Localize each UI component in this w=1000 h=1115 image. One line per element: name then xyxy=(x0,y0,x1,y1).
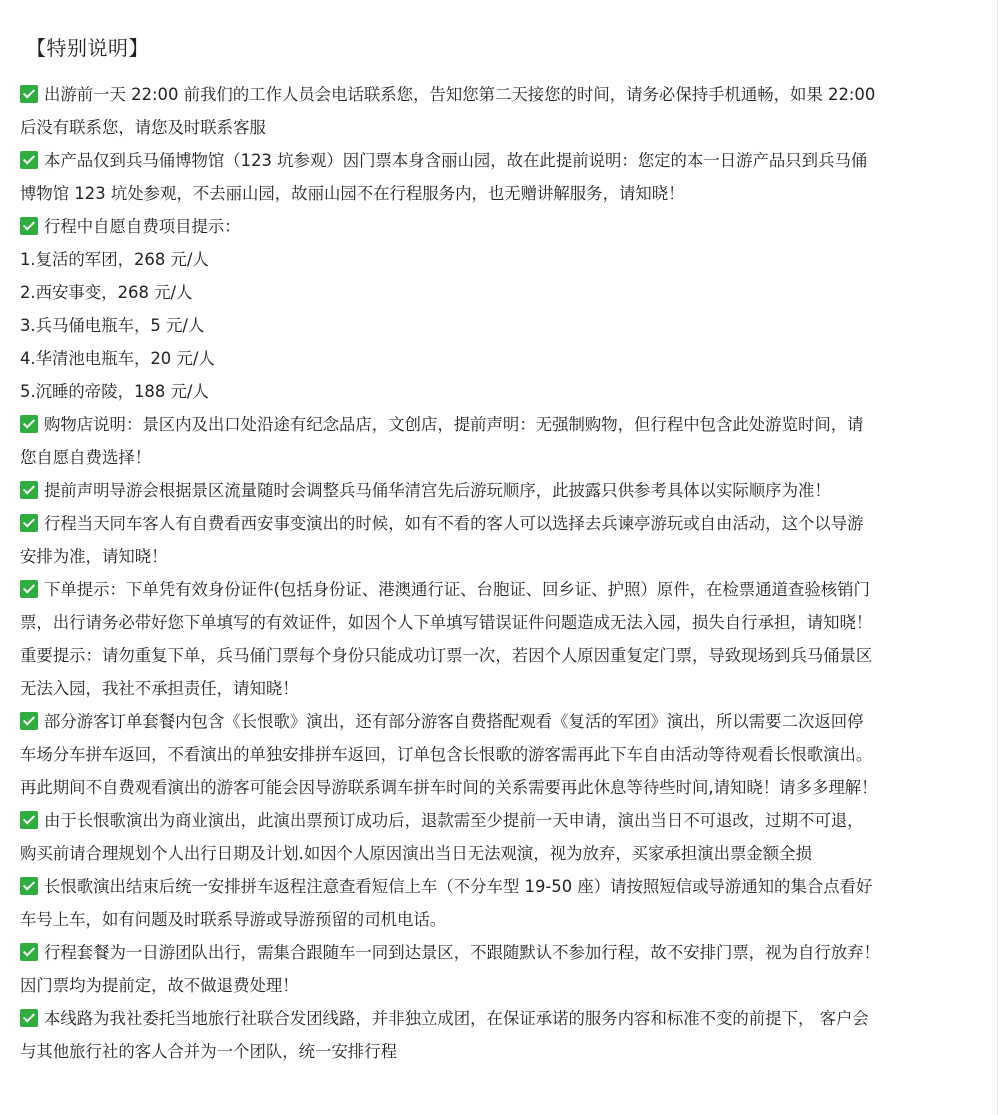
notice-line-text: 长恨歌演出结束后统一安排拼车返程注意查看短信上车（不分车型 19-50 座）请按照短信或导游通知的集合点看好 xyxy=(44,877,873,896)
notice-line xyxy=(20,375,974,408)
notice-line-text: 5.沉睡的帝陵，188 元/人 xyxy=(20,382,209,401)
check-mark-icon xyxy=(20,415,38,433)
notice-line xyxy=(20,903,974,936)
section-heading: 【特别说明】 xyxy=(26,36,149,60)
notice-line-text: 您自愿自费选择！ xyxy=(20,448,152,467)
notice-line xyxy=(20,804,974,837)
notice-line-text: 本线路为我社委托当地旅行社联合发团线路，并非独立成团，在保证承诺的服务内容和标准不变的前提下， 客户会 xyxy=(44,1009,869,1028)
notice-line xyxy=(20,309,974,342)
notice-line xyxy=(20,870,974,903)
notice-line xyxy=(20,78,974,111)
check-mark-icon xyxy=(20,85,38,103)
notice-line-text: 后没有联系您，请您及时联系客服 xyxy=(20,118,266,137)
notice-line xyxy=(20,276,974,309)
check-mark-icon xyxy=(20,580,38,598)
notice-line-text: 3.兵马俑电瓶车，5 元/人 xyxy=(20,316,205,335)
notice-line xyxy=(20,441,974,474)
notice-line xyxy=(20,507,974,540)
notice-line xyxy=(20,210,974,243)
notice-line-text: 车号上车，如有问题及时联系导游或导游预留的司机电话。 xyxy=(20,910,447,929)
notice-line-text: 车场分车拼车返回，不看演出的单独安排拼车返回，订单包含长恨歌的游客需再此下车自由活动等待观看长恨歌演出。 xyxy=(20,745,873,764)
notice-line-text: 再此期间不自费观看演出的游客可能会因导游联系调车拼车时间的关系需要再此休息等待些时间,请知晓！请多多理解！ xyxy=(20,778,878,797)
check-mark-icon xyxy=(20,514,38,532)
notice-line-text: 票，出行请务必带好您下单填写的有效证件，如因个人下单填写错误证件问题造成无法入园，损失自行承担，请知晓！ xyxy=(20,613,873,632)
notice-line-text: 安排为准，请知晓！ xyxy=(20,547,168,566)
notice-line xyxy=(20,243,974,276)
notice-line-text: 2.西安事变，268 元/人 xyxy=(20,283,193,302)
notice-line-text: 购物店说明：景区内及出口处沿途有纪念品店，文创店，提前声明：无强制购物，但行程中包含此处游览时间，请 xyxy=(44,415,864,434)
check-mark-icon xyxy=(20,877,38,895)
notice-line xyxy=(20,837,974,870)
notice-line xyxy=(20,144,974,177)
notice-line-text: 出游前一天 22:00 前我们的工作人员会电话联系您，告知您第二天接您的时间，请务必保持手机通畅，如果 22:00 xyxy=(44,85,876,104)
check-mark-icon xyxy=(20,943,38,961)
notice-line xyxy=(20,177,974,210)
notice-line-text: 本产品仅到兵马俑博物馆（123 坑参观）因门票本身含丽山园，故在此提前说明：您定的本一日游产品只到兵马俑 xyxy=(44,151,868,170)
notice-line xyxy=(20,342,974,375)
notice-line xyxy=(20,639,974,672)
check-mark-icon xyxy=(20,811,38,829)
notice-line xyxy=(20,936,974,969)
notice-content xyxy=(20,78,974,1068)
check-mark-icon xyxy=(20,1009,38,1027)
notice-line-text: 博物馆 123 坑处参观，不去丽山园，故丽山园不在行程服务内，也无赠讲解服务，请知晓！ xyxy=(20,184,685,203)
notice-line xyxy=(20,738,974,771)
notice-line xyxy=(20,573,974,606)
notice-line xyxy=(20,672,974,705)
notice-line-text: 重要提示：请勿重复下单，兵马俑门票每个身份只能成功订票一次，若因个人原因重复定门票，导致现场到兵马俑景区 xyxy=(20,646,873,665)
notice-line xyxy=(20,705,974,738)
notice-line-text: 4.华清池电瓶车，20 元/人 xyxy=(20,349,215,368)
notice-line xyxy=(20,1002,974,1035)
check-mark-icon xyxy=(20,151,38,169)
notice-line-text: 下单提示：下单凭有效身份证件(包括身份证、港澳通行证、台胞证、回乡证、护照）原件，在检票通道查验核销门 xyxy=(44,580,870,599)
notice-line-text: 与其他旅行社的客人合并为一个团队，统一安排行程 xyxy=(20,1042,397,1061)
notice-line-text: 由于长恨歌演出为商业演出，此演出票预订成功后，退款需至少提前一天申请，演出当日不可退改，过期不可退， xyxy=(44,811,864,830)
notice-line-text: 行程中自愿自费项目提示： xyxy=(44,217,241,236)
notice-line xyxy=(20,606,974,639)
notice-line-text: 行程当天同车客人有自费看西安事变演出的时候，如有不看的客人可以选择去兵谏亭游玩或自由活动，这个以导游 xyxy=(44,514,864,533)
notice-line-text: 无法入园，我社不承担责任，请知晓！ xyxy=(20,679,299,698)
notice-line xyxy=(20,540,974,573)
notice-line xyxy=(20,408,974,441)
check-mark-icon xyxy=(20,712,38,730)
check-mark-icon xyxy=(20,217,38,235)
notice-line-text: 行程套餐为一日游团队出行，需集合跟随车一同到达景区，不跟随默认不参加行程，故不安排门票，视为自行放弃！ xyxy=(44,943,880,962)
notice-line xyxy=(20,969,974,1002)
notice-line-text: 提前声明导游会根据景区流量随时会调整兵马俑华清宫先后游玩顺序，此披露只供参考具体以实际顺序为准！ xyxy=(44,481,831,500)
notice-line-text: 因门票均为提前定，故不做退费处理！ xyxy=(20,976,299,995)
notice-line xyxy=(20,111,974,144)
notice-line-text: 购买前请合理规划个人出行日期及计划.如因个人原因演出当日无法观演，视为放弃，买家承担演出票金额全损 xyxy=(20,844,812,863)
notice-line-text: 部分游客订单套餐内包含《长恨歌》演出，还有部分游客自费搭配观看《复活的军团》演出，所以需要二次返回停 xyxy=(44,712,864,731)
page-divider xyxy=(997,0,998,1115)
notice-line-text: 1.复活的军团，268 元/人 xyxy=(20,250,209,269)
check-mark-icon xyxy=(20,481,38,499)
notice-line xyxy=(20,1035,974,1068)
notice-line xyxy=(20,771,974,804)
notice-line xyxy=(20,474,974,507)
